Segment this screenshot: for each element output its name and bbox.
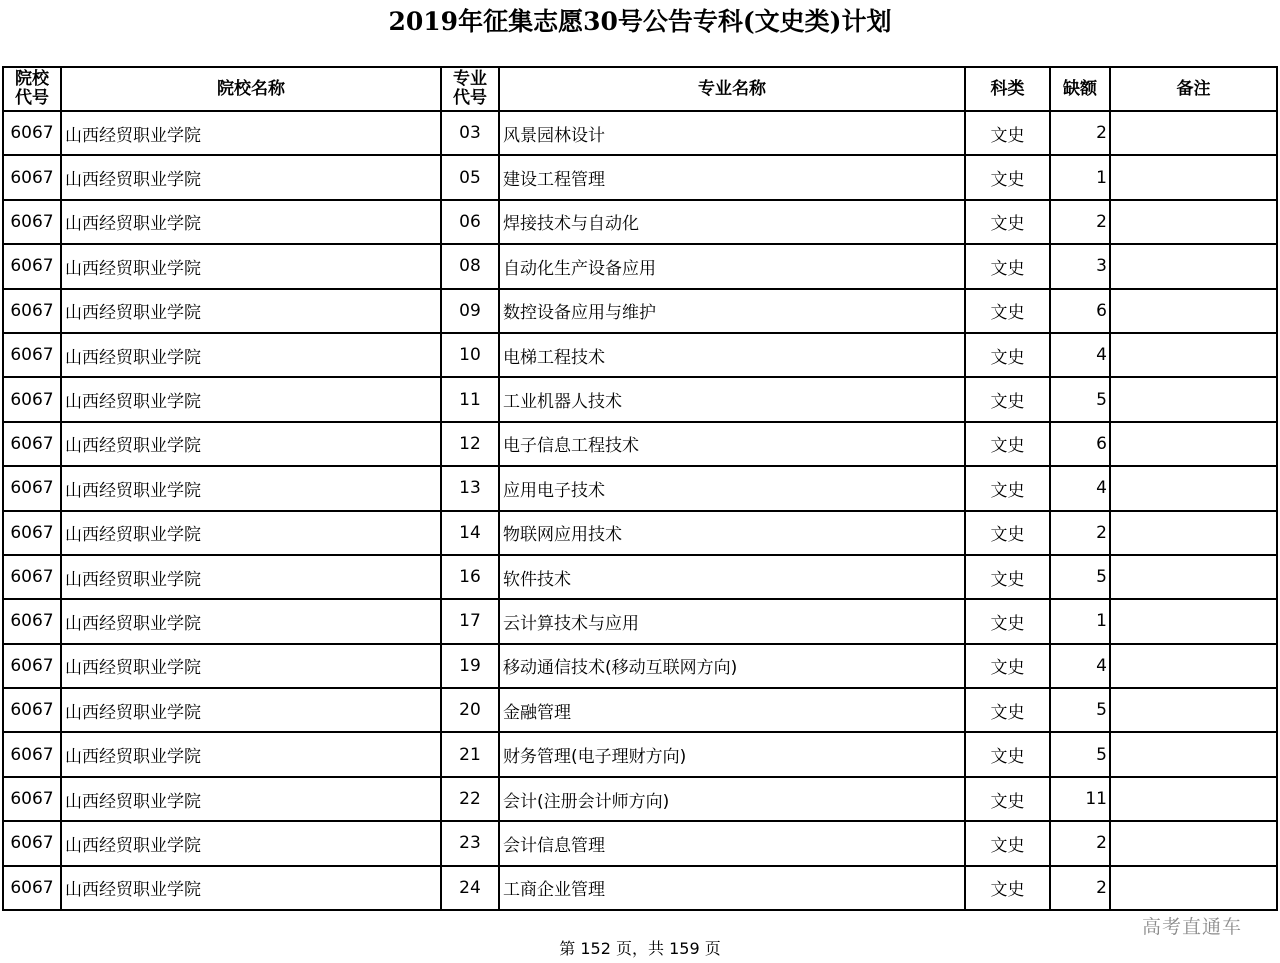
cell-vacancy: 6 [1050, 422, 1110, 466]
cell-major-name: 应用电子技术 [499, 466, 965, 510]
cell-category: 文史 [965, 777, 1050, 821]
cell-major-name: 风景园林设计 [499, 111, 965, 155]
cell-remark [1110, 821, 1277, 865]
table-row [3, 377, 1277, 421]
cell-school-name: 山西经贸职业学院 [61, 377, 441, 421]
cell-remark [1110, 688, 1277, 732]
cell-major-code: 08 [441, 244, 499, 288]
header-remark: 备注 [1110, 67, 1277, 111]
cell-major-code: 22 [441, 777, 499, 821]
table-row [3, 599, 1277, 643]
header-school-code-line1: 院校 [15, 69, 49, 89]
cell-major-code: 03 [441, 111, 499, 155]
cell-vacancy: 5 [1050, 377, 1110, 421]
cell-school-name: 山西经贸职业学院 [61, 866, 441, 910]
cell-school-code: 6067 [3, 466, 61, 510]
cell-school-name: 山西经贸职业学院 [61, 777, 441, 821]
cell-category: 文史 [965, 200, 1050, 244]
cell-remark [1110, 511, 1277, 555]
header-school-code-line2: 代号 [15, 88, 49, 108]
cell-school-code: 6067 [3, 821, 61, 865]
cell-remark [1110, 644, 1277, 688]
cell-school-code: 6067 [3, 732, 61, 776]
cell-major-code: 13 [441, 466, 499, 510]
table-row [3, 866, 1277, 910]
cell-school-name: 山西经贸职业学院 [61, 688, 441, 732]
cell-remark [1110, 155, 1277, 199]
table-header [3, 67, 1277, 111]
cell-remark [1110, 111, 1277, 155]
cell-category: 文史 [965, 289, 1050, 333]
cell-major-name: 财务管理(电子理财方向) [499, 732, 965, 776]
cell-vacancy: 2 [1050, 511, 1110, 555]
cell-major-code: 09 [441, 289, 499, 333]
cell-vacancy: 2 [1050, 821, 1110, 865]
table-row [3, 422, 1277, 466]
page-footer: 第 152 页，共 159 页 [559, 939, 721, 958]
table-row [3, 821, 1277, 865]
cell-category: 文史 [965, 555, 1050, 599]
cell-remark [1110, 289, 1277, 333]
cell-school-code: 6067 [3, 777, 61, 821]
table-row [3, 644, 1277, 688]
cell-school-code: 6067 [3, 155, 61, 199]
cell-major-name: 工商企业管理 [499, 866, 965, 910]
cell-vacancy: 1 [1050, 155, 1110, 199]
plan-table [2, 66, 1278, 911]
table-body [3, 111, 1277, 910]
cell-school-code: 6067 [3, 422, 61, 466]
cell-school-code: 6067 [3, 111, 61, 155]
cell-major-name: 物联网应用技术 [499, 511, 965, 555]
cell-school-name: 山西经贸职业学院 [61, 732, 441, 776]
cell-school-code: 6067 [3, 866, 61, 910]
cell-school-code: 6067 [3, 511, 61, 555]
cell-school-name: 山西经贸职业学院 [61, 200, 441, 244]
cell-school-name: 山西经贸职业学院 [61, 244, 441, 288]
cell-major-code: 11 [441, 377, 499, 421]
cell-category: 文史 [965, 333, 1050, 377]
plan-table-container [2, 66, 1276, 911]
cell-major-code: 05 [441, 155, 499, 199]
table-row [3, 111, 1277, 155]
cell-major-code: 24 [441, 866, 499, 910]
cell-category: 文史 [965, 644, 1050, 688]
header-major-code-line1: 专业 [453, 69, 487, 89]
cell-remark [1110, 555, 1277, 599]
cell-category: 文史 [965, 155, 1050, 199]
cell-vacancy: 5 [1050, 688, 1110, 732]
cell-school-code: 6067 [3, 244, 61, 288]
cell-major-code: 16 [441, 555, 499, 599]
header-school-name: 院校名称 [61, 67, 441, 111]
table-row [3, 155, 1277, 199]
cell-vacancy: 4 [1050, 466, 1110, 510]
cell-remark [1110, 866, 1277, 910]
cell-major-name: 建设工程管理 [499, 155, 965, 199]
header-category: 科类 [965, 67, 1050, 111]
table-row [3, 289, 1277, 333]
cell-major-name: 会计(注册会计师方向) [499, 777, 965, 821]
cell-remark [1110, 333, 1277, 377]
cell-major-name: 电梯工程技术 [499, 333, 965, 377]
cell-category: 文史 [965, 688, 1050, 732]
cell-major-code: 12 [441, 422, 499, 466]
cell-school-name: 山西经贸职业学院 [61, 644, 441, 688]
cell-category: 文史 [965, 111, 1050, 155]
cell-school-name: 山西经贸职业学院 [61, 333, 441, 377]
cell-vacancy: 5 [1050, 732, 1110, 776]
cell-category: 文史 [965, 821, 1050, 865]
cell-school-name: 山西经贸职业学院 [61, 155, 441, 199]
table-row [3, 466, 1277, 510]
header-school-code [3, 67, 61, 111]
table-row [3, 244, 1277, 288]
cell-remark [1110, 732, 1277, 776]
cell-major-name: 云计算技术与应用 [499, 599, 965, 643]
header-major-code-line2: 代号 [453, 88, 487, 108]
table-row [3, 200, 1277, 244]
cell-vacancy: 2 [1050, 111, 1110, 155]
cell-school-code: 6067 [3, 644, 61, 688]
cell-major-code: 20 [441, 688, 499, 732]
cell-major-code: 14 [441, 511, 499, 555]
cell-category: 文史 [965, 599, 1050, 643]
cell-vacancy: 1 [1050, 599, 1110, 643]
cell-remark [1110, 200, 1277, 244]
cell-major-name: 移动通信技术(移动互联网方向) [499, 644, 965, 688]
cell-major-name: 金融管理 [499, 688, 965, 732]
cell-major-code: 23 [441, 821, 499, 865]
cell-major-code: 10 [441, 333, 499, 377]
header-major-name: 专业名称 [499, 67, 965, 111]
header-row [3, 67, 1277, 111]
page-title: 2019年征集志愿30号公告专科(文史类)计划 [388, 7, 892, 36]
cell-major-name: 电子信息工程技术 [499, 422, 965, 466]
cell-school-code: 6067 [3, 333, 61, 377]
cell-vacancy: 5 [1050, 555, 1110, 599]
cell-remark [1110, 422, 1277, 466]
cell-major-code: 17 [441, 599, 499, 643]
table-row [3, 777, 1277, 821]
cell-remark [1110, 466, 1277, 510]
cell-category: 文史 [965, 377, 1050, 421]
cell-category: 文史 [965, 732, 1050, 776]
cell-school-code: 6067 [3, 555, 61, 599]
table-row [3, 688, 1277, 732]
cell-major-name: 焊接技术与自动化 [499, 200, 965, 244]
table-row [3, 333, 1277, 377]
cell-vacancy: 4 [1050, 644, 1110, 688]
cell-vacancy: 2 [1050, 200, 1110, 244]
cell-school-name: 山西经贸职业学院 [61, 289, 441, 333]
cell-category: 文史 [965, 422, 1050, 466]
cell-school-name: 山西经贸职业学院 [61, 111, 441, 155]
cell-school-code: 6067 [3, 377, 61, 421]
cell-major-name: 会计信息管理 [499, 821, 965, 865]
cell-major-code: 06 [441, 200, 499, 244]
cell-vacancy: 6 [1050, 289, 1110, 333]
cell-school-code: 6067 [3, 688, 61, 732]
cell-major-name: 工业机器人技术 [499, 377, 965, 421]
cell-remark [1110, 377, 1277, 421]
cell-school-name: 山西经贸职业学院 [61, 555, 441, 599]
table-row [3, 555, 1277, 599]
cell-remark [1110, 244, 1277, 288]
cell-major-name: 自动化生产设备应用 [499, 244, 965, 288]
table-row [3, 511, 1277, 555]
cell-category: 文史 [965, 466, 1050, 510]
cell-school-name: 山西经贸职业学院 [61, 821, 441, 865]
cell-school-name: 山西经贸职业学院 [61, 466, 441, 510]
watermark-text: 高考直通车 [1142, 916, 1243, 938]
table-row [3, 732, 1277, 776]
cell-vacancy: 3 [1050, 244, 1110, 288]
cell-major-name: 数控设备应用与维护 [499, 289, 965, 333]
cell-remark [1110, 599, 1277, 643]
cell-school-name: 山西经贸职业学院 [61, 422, 441, 466]
cell-school-code: 6067 [3, 200, 61, 244]
cell-remark [1110, 777, 1277, 821]
cell-major-code: 21 [441, 732, 499, 776]
cell-category: 文史 [965, 866, 1050, 910]
header-vacancy: 缺额 [1050, 67, 1110, 111]
cell-school-name: 山西经贸职业学院 [61, 511, 441, 555]
header-major-code [441, 67, 499, 111]
cell-category: 文史 [965, 511, 1050, 555]
cell-school-code: 6067 [3, 599, 61, 643]
cell-major-code: 19 [441, 644, 499, 688]
cell-vacancy: 4 [1050, 333, 1110, 377]
cell-vacancy: 11 [1050, 777, 1110, 821]
cell-major-name: 软件技术 [499, 555, 965, 599]
cell-vacancy: 2 [1050, 866, 1110, 910]
cell-category: 文史 [965, 244, 1050, 288]
cell-school-name: 山西经贸职业学院 [61, 599, 441, 643]
cell-school-code: 6067 [3, 289, 61, 333]
